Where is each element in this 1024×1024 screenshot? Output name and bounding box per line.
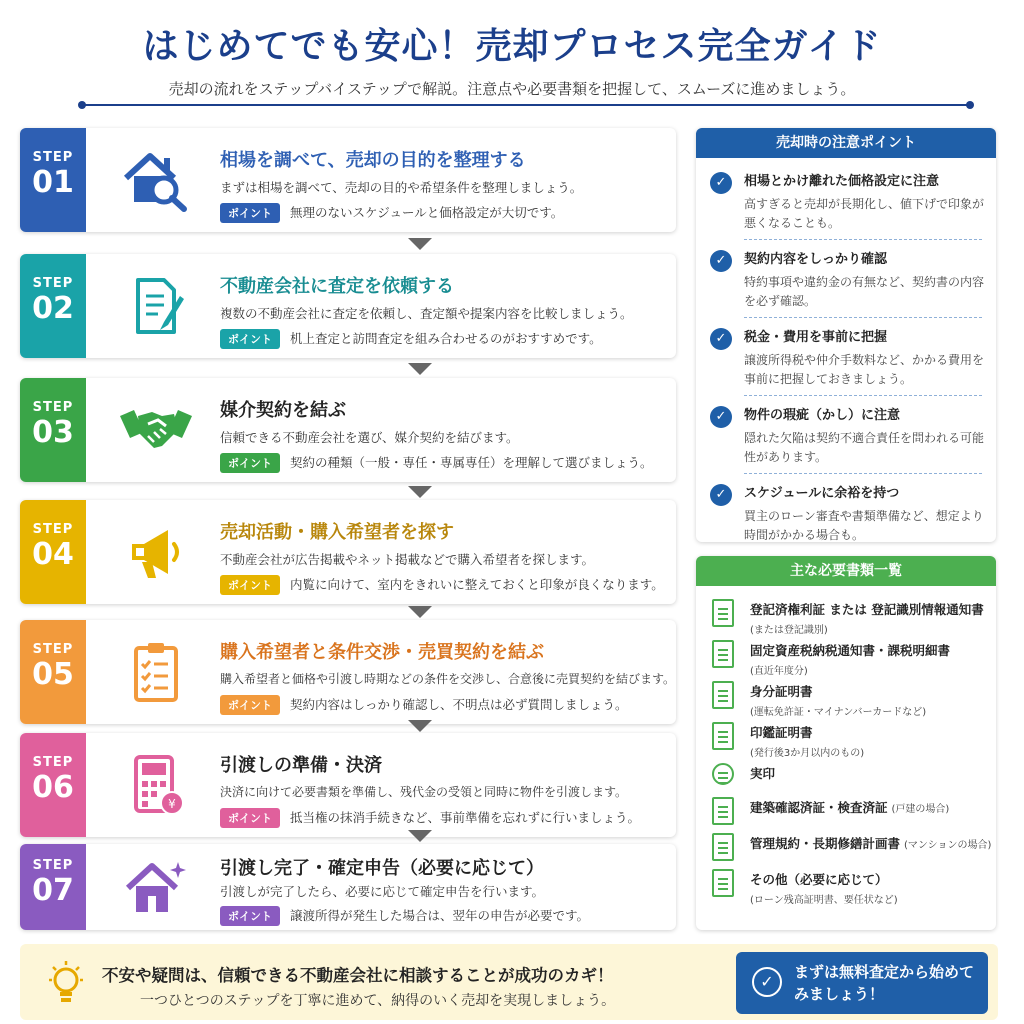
step-point	[220, 808, 640, 828]
title-divider	[82, 104, 970, 106]
caution-description: 隠れた欠陥は契約不適合責任を問われる可能性があります。	[744, 431, 985, 464]
step-card-06	[20, 733, 676, 837]
footer-headline: 不安や疑問は、信頼できる不動産会社に相談することが成功のカギ！	[102, 966, 614, 985]
document-item	[696, 866, 996, 907]
step-badge	[20, 620, 86, 724]
document-title: その他（必要に応じて）	[750, 872, 888, 887]
step-description: 複数の不動産会社に査定を依頼し、査定額や提案内容を比較しましょう。	[220, 306, 633, 321]
step-card-05	[20, 620, 676, 724]
seal-icon	[712, 763, 734, 785]
caution-title: スケジュールに余裕を持つ	[744, 486, 900, 501]
step-number: 04	[32, 537, 74, 572]
document-item	[696, 830, 996, 866]
step-arrow	[408, 606, 432, 618]
step-title: 引渡し完了・確定申告（必要に応じて）	[220, 858, 544, 879]
document-title-row	[750, 794, 996, 816]
document-icon	[712, 797, 734, 825]
document-title: 管理規約・長期修繕計画書	[750, 836, 901, 851]
step-arrow	[408, 830, 432, 842]
step-title: 引渡しの準備・決済	[220, 755, 382, 776]
step-description: まずは相場を調べて、売却の目的や希望条件を整理しましょう。	[220, 180, 583, 195]
step-label: STEP	[32, 400, 74, 415]
check-circle-icon: ✓	[710, 328, 732, 350]
point-tag: ポイント	[220, 453, 280, 473]
step-card-04	[20, 500, 676, 604]
document-title: 身分証明書	[750, 684, 813, 699]
caution-title: 税金・費用を事前に把握	[744, 330, 888, 345]
step-badge	[20, 844, 86, 930]
calculator-icon	[118, 753, 194, 817]
document-title-row	[750, 830, 996, 852]
document-note: (発行後3か月以内のもの)	[750, 748, 865, 759]
caution-item	[696, 404, 996, 467]
divider	[744, 239, 982, 240]
caution-description: 買主のローン審査や書類準備など、想定より時間がかかる場合も。	[744, 509, 984, 542]
check-circle-icon: ✓	[710, 172, 732, 194]
documents-panel	[696, 556, 996, 930]
point-text: 契約内容はしっかり確認し、不明点は必ず質問しましょう。	[290, 697, 628, 712]
cautions-panel	[696, 128, 996, 542]
page-subtitle: 売却の流れをステップバイステップで解説。注意点や必要書類を把握して、スムーズに進めましょう。	[168, 80, 856, 98]
step-badge	[20, 733, 86, 837]
cta-label: まずは無料査定から始めてみましょう！	[794, 963, 975, 1003]
step-badge	[20, 500, 86, 604]
document-item	[696, 637, 996, 678]
step-card-07	[20, 844, 676, 930]
step-badge	[20, 128, 86, 232]
page-title: はじめてでも安心！売却プロセス完全ガイド	[142, 26, 882, 67]
free-appraisal-button[interactable]	[736, 952, 988, 1014]
document-title: 印鑑証明書	[750, 725, 813, 740]
lightbulb-icon	[46, 960, 86, 1008]
megaphone-icon	[118, 520, 194, 584]
document-icon	[712, 869, 734, 897]
caution-item	[696, 248, 996, 311]
divider	[744, 317, 982, 318]
cautions-heading: 売却時の注意ポイント	[696, 128, 996, 158]
document-title: 固定資産税納税通知書・課税明細書	[750, 643, 951, 658]
document-icon	[712, 833, 734, 861]
point-text: 契約の種類（一般・専任・専属専任）を理解して選びましょう。	[290, 455, 653, 470]
caution-description: 高すぎると売却が長期化し、値下げで印象が悪くなることも。	[744, 197, 985, 230]
divider	[744, 395, 982, 396]
point-text: 内覧に向けて、室内をきれいに整えておくと印象が良くなります。	[290, 577, 664, 592]
step-description: 購入希望者と価格や引渡し時期などの条件を交渉し、合意後に売買契約を結びます。	[220, 672, 676, 686]
caution-title: 物件の瑕疵（かし）に注意	[744, 408, 901, 423]
point-text: 机上査定と訪問査定を組み合わせるのがおすすめです。	[290, 331, 602, 346]
step-point	[220, 453, 653, 473]
point-tag: ポイント	[220, 203, 280, 223]
document-note: (ローン残高証明書、要任状など)	[750, 895, 898, 906]
step-title: 相場を調べて、売却の目的を整理する	[220, 150, 526, 171]
document-note: (または登記識別)	[750, 625, 828, 636]
step-arrow	[408, 486, 432, 498]
document-icon	[712, 599, 734, 627]
step-label: STEP	[32, 755, 74, 770]
step-description: 引渡しが完了したら、必要に応じて確定申告を行います。	[220, 884, 545, 899]
check-circle-icon: ✓	[752, 967, 782, 997]
step-point	[220, 329, 602, 349]
step-number: 07	[32, 873, 74, 908]
step-arrow	[408, 363, 432, 375]
step-title: 購入希望者と条件交渉・売買契約を結ぶ	[220, 642, 544, 663]
document-item	[696, 596, 996, 637]
point-text: 抵当権の抹消手続きなど、事前準備を忘れずに行いましょう。	[290, 810, 641, 825]
document-icon	[712, 640, 734, 668]
caution-description: 譲渡所得税や仲介手数料など、かかる費用を事前に把握しておきましょう。	[744, 353, 985, 386]
caution-item	[696, 326, 996, 389]
point-text: 譲渡所得が発生した場合は、翌年の申告が必要です。	[290, 908, 590, 923]
step-label: STEP	[32, 150, 74, 165]
step-label: STEP	[32, 642, 74, 657]
document-condition: (マンションの場合)	[904, 840, 992, 851]
step-number: 02	[32, 291, 74, 326]
document-icon	[712, 722, 734, 750]
document-item	[696, 760, 996, 794]
caution-title: 契約内容をしっかり確認	[744, 252, 888, 267]
footer-banner	[20, 944, 998, 1020]
step-description: 不動産会社が広告掲載やネット掲載などで購入希望者を探します。	[220, 552, 595, 567]
step-arrow	[408, 238, 432, 250]
document-title: 実印	[750, 766, 776, 781]
document-pen-icon	[118, 274, 194, 338]
point-tag: ポイント	[220, 329, 280, 349]
house-search-icon	[118, 148, 194, 212]
point-tag: ポイント	[220, 575, 280, 595]
point-tag: ポイント	[220, 808, 280, 828]
document-condition: (戸建の場合)	[891, 804, 950, 815]
step-number: 06	[32, 770, 74, 805]
step-point	[220, 906, 589, 926]
document-title: 登記済権利証 または 登記識別情報通知書	[750, 602, 984, 617]
document-note: (運転免許証・マイナンバーカードなど)	[750, 707, 927, 718]
step-point	[220, 203, 563, 223]
point-text: 無理のないスケジュールと価格設定が大切です。	[290, 205, 564, 220]
clipboard-checklist-icon	[118, 640, 194, 704]
step-card-03	[20, 378, 676, 482]
check-circle-icon: ✓	[710, 250, 732, 272]
caution-title: 相場とかけ離れた価格設定に注意	[744, 174, 940, 189]
documents-heading: 主な必要書類一覧	[696, 556, 996, 586]
caution-item	[696, 170, 996, 233]
document-title: 建築確認済証・検査済証	[750, 800, 888, 815]
divider	[744, 473, 982, 474]
step-label: STEP	[32, 858, 74, 873]
step-point	[220, 575, 664, 595]
step-title: 媒介契約を結ぶ	[220, 400, 346, 421]
document-note: (直近年度分)	[750, 666, 808, 677]
step-description: 決済に向けて必要書類を準備し、残代金の受領と同時に物件を引渡します。	[220, 785, 628, 799]
check-circle-icon: ✓	[710, 406, 732, 428]
check-circle-icon: ✓	[710, 484, 732, 506]
point-tag: ポイント	[220, 906, 280, 926]
document-item	[696, 719, 996, 760]
document-item	[696, 678, 996, 719]
step-number: 01	[32, 165, 74, 200]
step-label: STEP	[32, 522, 74, 537]
step-number: 03	[32, 415, 74, 450]
step-description: 信頼できる不動産会社を選び、媒介契約を結びます。	[220, 430, 519, 445]
step-label: STEP	[32, 276, 74, 291]
document-icon	[712, 681, 734, 709]
point-tag: ポイント	[220, 695, 280, 715]
house-sparkle-icon	[118, 856, 194, 920]
step-badge	[20, 378, 86, 482]
step-title: 売却活動・購入希望者を探す	[220, 522, 454, 543]
step-badge	[20, 254, 86, 358]
step-title: 不動産会社に査定を依頼する	[220, 276, 454, 297]
caution-description: 特約事項や違約金の有無など、契約書の内容を必ず確認。	[744, 275, 985, 308]
step-point	[220, 695, 628, 715]
document-item	[696, 794, 996, 830]
step-number: 05	[32, 657, 74, 692]
caution-item	[696, 482, 996, 542]
step-card-02	[20, 254, 676, 358]
step-card-01	[20, 128, 676, 232]
footer-subtext: 一つひとつのステップを丁寧に進めて、納得のいく売却を実現しましょう。	[140, 993, 616, 1009]
handshake-icon	[118, 398, 194, 462]
step-arrow	[408, 720, 432, 732]
svg-text:¥: ¥	[168, 797, 176, 811]
